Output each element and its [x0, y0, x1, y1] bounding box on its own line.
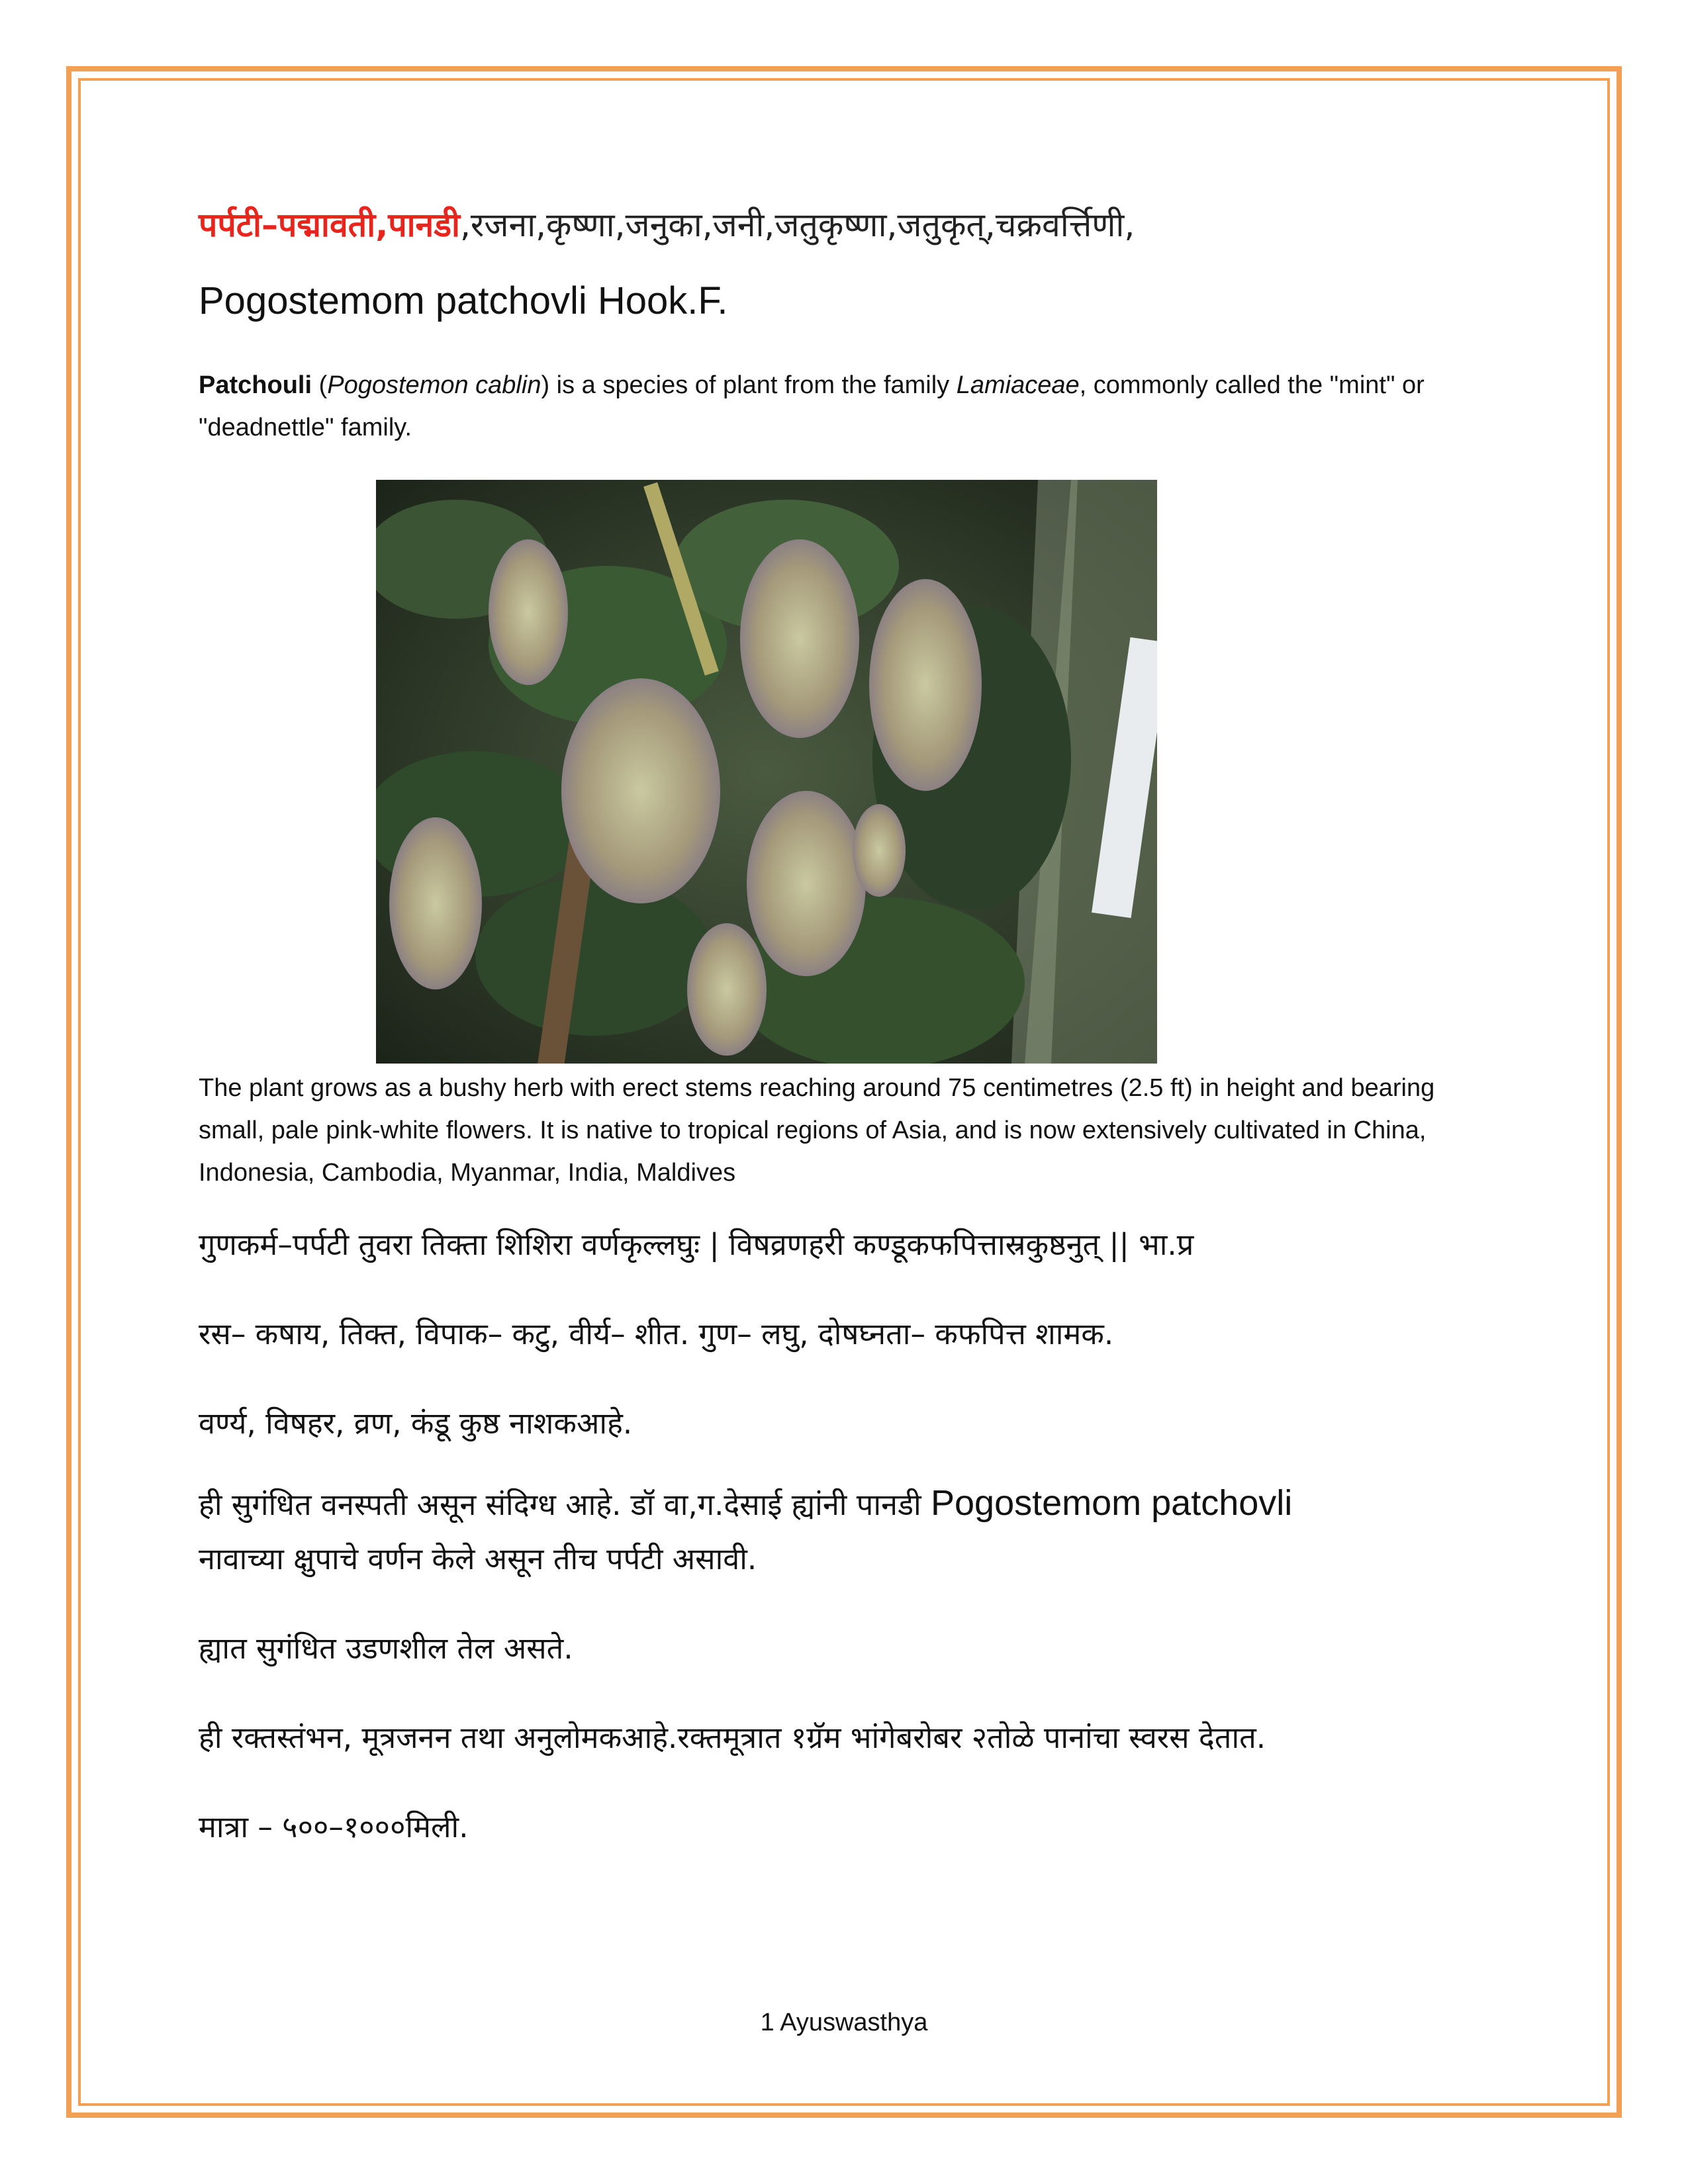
intro-species: Pogostemon cablin: [327, 371, 541, 399]
intro-text-3: , commonly called the "mint" or "deadnettle" family.: [199, 371, 1425, 441]
intro-bold-name: Patchouli: [199, 371, 312, 399]
varnya-properties: वर्ण्य, विषहर, व्रण, कंडू कुष्ठ नाशकआहे.: [199, 1406, 633, 1441]
patchouli-photo: [376, 480, 1157, 1064]
intro-family: Lamiaceae: [956, 371, 1080, 399]
plant-title: [199, 199, 1496, 251]
plant-description: The plant grows as a bushy herb with erect stems reaching around 75 centimetres (2.5 ft) in height and bearing small, pale pink-white flowers. It is native to tropical regions of Asia, and is now extensively cultivated in China, Indonesia, Cambodia, Myanmar, India, Maldives: [199, 1074, 1435, 1187]
fragrant-text-a: ही सुगंधित वनस्पती असून संदिग्ध आहे. डॉ वा,ग.देसाई ह्यांनी पानडी: [199, 1487, 931, 1522]
intro-text-2: ) is a species of plant from the family: [541, 371, 957, 399]
fragrant-plant-paragraph: [199, 1476, 1496, 1586]
latin-name: Pogostemom patchovli Hook.F.: [199, 279, 728, 322]
title-highlight: पर्पटी–पद्मावती,पानडी: [199, 206, 460, 244]
fragrant-text-b: नावाच्या क्षुपाचे वर्णन केले असून तीच पर्पटी असावी.: [199, 1541, 757, 1576]
oil-paragraph: ह्यात सुगंधित उडणशील तेल असते.: [199, 1631, 573, 1666]
dose-paragraph: मात्रा – ५००–१०००मिली.: [199, 1809, 469, 1844]
rasa-properties: रस– कषाय, तिक्त, विपाक– कटु, वीर्य– शीत. गुण– लघु, दोषघ्नता– कफपित्त शामक.: [199, 1316, 1114, 1351]
title-synonyms: ,रजना,कृष्णा,जनुका,जनी,जतुकृष्णा,जतुकृत्,चक्रवर्त्तिणी,: [460, 206, 1135, 244]
intro-paragraph: [199, 364, 1496, 449]
uses-paragraph: ही रक्तस्तंभन, मूत्रजनन तथा अनुलोमकआहे.रक्तमूत्रात १ग्रॅम भांगेबरोबर २तोळे पानांचा स्वरस देतात.: [199, 1720, 1266, 1755]
page-footer: 1 Ayuswasthya: [760, 2009, 928, 2036]
gunakarma-verse: गुणकर्म–पर्पटी तुवरा तिक्ता शिशिरा वर्णकृल्लघुः | विषव्रणहरी कण्डूकफपित्तास्रकुष्ठनुत् || भा.प्र: [199, 1227, 1194, 1262]
intro-text-1: (: [312, 371, 328, 399]
fragrant-latin: Pogostemom patchovli: [930, 1483, 1293, 1523]
